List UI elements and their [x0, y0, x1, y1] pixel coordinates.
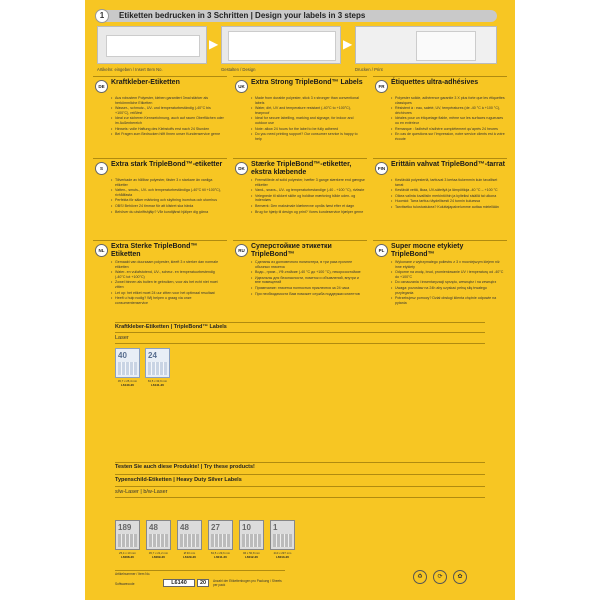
step-3-screenshot — [355, 26, 497, 64]
lang-title: Kraftkleber-Etiketten — [111, 79, 180, 86]
bullet: • Tarvitsetko tulostustukea? Kuluttajapalvelumme auttaa mielellään — [391, 205, 505, 210]
product-code: L6140-20 — [121, 383, 134, 387]
flag-icon: FR — [375, 80, 388, 93]
step-2-screenshot — [221, 26, 341, 64]
bullet: • Water- en vuilafstotend, UV-, scheur- en temperatuurbestendig (-40°C tot +100°C) — [111, 270, 225, 279]
label-dimension: 63,5 x 33,9 mm — [147, 379, 168, 383]
bullet: • Kestävät vettä, likaa, UV-säteilyä ja lämpötiloja -40 °C – +100 °C — [391, 188, 505, 193]
lang-title: Extra stark TripleBond™-etiketter — [111, 161, 223, 168]
steps-header-bar — [97, 10, 497, 22]
bullet: • Odporne na wodę, brud, promieniowanie UV i temperaturę od -40°C do +100°C — [391, 270, 505, 279]
lang-title: Étiquettes ultra-adhésives — [391, 79, 479, 86]
software-code-label: Softwarecode — [115, 582, 135, 586]
step-3-caption: Drucken / Print — [355, 67, 383, 72]
steps-title: Etiketten bedrucken in 3 Schritten | Design your labels in 3 steps — [119, 11, 366, 20]
step-1-screenshot — [97, 26, 207, 64]
bullet: • Fremstillede af solid polyester, hæfter 3 gange stærkere end gængse etiketter — [251, 178, 365, 187]
item-number-label: Artikelnummer / Item No. — [115, 572, 151, 576]
bullet: • Remarque : l'adhésif n'adhère complètement qu'après 24 heures — [391, 127, 505, 132]
product-code: L6013-20 — [276, 555, 289, 559]
labels-per-sheet: 48 — [149, 523, 158, 532]
divider — [115, 462, 485, 463]
divider — [115, 332, 485, 333]
bullet: • Note: allow 24 hours for the label to be fully adhered — [251, 127, 365, 132]
product-tile — [270, 520, 295, 559]
bullet: • Bei Fragen zum Bedrucken hilft Ihnen unser Kundenservice gerne — [111, 132, 225, 137]
item-number-value: L6140 — [163, 579, 195, 587]
lang-title: Extra Strong TripleBond™ Labels — [251, 79, 363, 86]
bullet: • Huomioi: Tarra tarttuu täydellisesti 24 tunnin kuluessa — [391, 199, 505, 204]
sheets-per-pack-value: 20 — [197, 579, 209, 587]
bullet: • Примечание: этикетка полностью приклеится за 24 часа — [251, 286, 365, 291]
bullet: • Water, dirt, UV and temperature resistant (-40°C to +100°C), tearproof — [251, 106, 365, 115]
labels-per-sheet: 10 — [242, 523, 251, 532]
bullet: • Brug for hjælp til design og print? Vores kundeservice hjælper gerne — [251, 210, 365, 215]
flag-icon: S — [95, 162, 108, 175]
product-tile — [115, 520, 140, 559]
bullet: • Сделаны из долговечного полиэстера, в три раза прочнее обычных этикеток — [251, 260, 365, 269]
lang-block-ru — [233, 240, 367, 320]
product-tile — [115, 348, 140, 387]
divider — [115, 343, 485, 344]
bullet: • Vand-, snavs-, UV- og temperaturbestandige (-40 - +100 °C), rivfaste — [251, 188, 365, 193]
arrow-right-icon: ▶ — [209, 37, 219, 51]
product-tile — [208, 520, 233, 559]
lang-title: Erittäin vahvat TripleBond™-tarrat — [391, 161, 505, 168]
bullet: • Uwaga: pozostaw na 24h aby uzyskać pełną siłę trwałego przylegania — [391, 286, 505, 295]
flag-icon: NL — [95, 244, 108, 257]
product-tile — [239, 520, 264, 559]
lang-block-nl — [93, 240, 227, 320]
sheets-per-pack-label: Anzahl der Etikettenbogen pro Packung / Sheets per pack — [213, 579, 282, 587]
divider — [115, 474, 485, 475]
label-dimension: 210 x 297 mm — [273, 551, 292, 555]
bullet: • Gemaakt van duurzaam polyester, kleeft 3 x sterker dan normale etiketten — [111, 260, 225, 269]
bullet: • Bemærk: Den maksimale klæbeevne opnås først efter et døgn — [251, 204, 365, 209]
product-tile — [177, 520, 202, 559]
bullet: • Ideal for secure labelling, marking and signage, for indoor and outdoor use — [251, 116, 365, 125]
product-tile — [146, 520, 171, 559]
label-pack-back-page — [85, 0, 515, 600]
arrow-right-icon: ▶ — [343, 37, 353, 51]
flag-icon: UK — [235, 80, 248, 93]
product-tile — [145, 348, 170, 387]
bullet: • Oikea valinta luvallisiin merkintöihin ja kylteiksi sisällä tai ulkona — [391, 194, 505, 199]
lang-block-pl — [373, 240, 507, 320]
labels-per-sheet: 27 — [211, 523, 220, 532]
flag-icon: DK — [235, 162, 248, 175]
bullet: • Hinweis: volle Haftung des Klebstoffs erst nach 24 Stunden — [111, 127, 225, 132]
lang-block-fin — [373, 158, 507, 238]
bullet: • Ideal zur sicheren Kennzeichnung, auch auf rauen Oberflächen oder im Außenbereich — [111, 116, 225, 125]
step-number-header: 1 — [95, 9, 109, 23]
lang-title: Stærke TripleBond™-etiketter, ekstra klæbende — [251, 161, 352, 176]
label-dimension: 96 x 50,8 mm — [243, 551, 260, 555]
label-dimension: 45,7 x 25,4 mm — [117, 379, 138, 383]
bullet: • Wasser-, schmutz-, UV- und temperaturbeständig (-40°C bis +100°C), reißfest — [111, 106, 225, 115]
try-products-banner: Testen Sie auch diese Produkte! | Try these products! — [115, 464, 255, 470]
product-code: L6008-20 — [121, 555, 134, 559]
divider — [115, 570, 285, 571]
product-code: L6141-20 — [151, 383, 164, 387]
section-subtitle: s/w-Laser | b/w-Laser — [115, 489, 168, 495]
lang-title: Extra Sterke TripleBond™ Etiketten — [111, 243, 198, 258]
product-code: L6009-20 — [152, 555, 165, 559]
bullet: • OBS! Behöver 24 timmar för att klistret ska härda — [111, 204, 225, 209]
product-code: L6012-20 — [245, 555, 258, 559]
step-2-caption: Gestalten / Design — [221, 67, 256, 72]
label-dimension: Ø 30 mm — [183, 551, 196, 555]
lang-block-uk — [233, 76, 367, 156]
bullet: • Do oznaczania i inwentaryzacji sprzętu, wewnątrz i na zewnątrz — [391, 280, 505, 285]
divider — [115, 486, 485, 487]
lang-title: Super mocne etykiety TripleBond™ — [391, 243, 464, 258]
product-code: L6011-20 — [214, 555, 227, 559]
bullet: • Heeft u hulp nodig? Wij helpen u graag via onze consumentenservice — [111, 296, 225, 305]
labels-per-sheet: 1 — [273, 523, 278, 532]
labels-per-sheet: 48 — [180, 523, 189, 532]
bullet: • Do you need printing support? Our consumer service is happy to help — [251, 132, 365, 141]
flag-icon: RU — [235, 244, 248, 257]
bullet: • Résistent à : eau, saleté, UV, températures (de -40 °C à +100 °C), déchirures — [391, 106, 505, 115]
bullet: • Zowel binnen als buiten te gebruiken, voor als het echt niet moet zitten — [111, 280, 225, 289]
section-subtitle: Laser — [115, 335, 129, 341]
lang-block-fr — [373, 76, 507, 156]
flag-icon: PL — [375, 244, 388, 257]
section-title: Typenschild-Etiketten | Heavy Duty Silver Labels — [115, 477, 242, 483]
bullet: • Velegnede til sikkert skilte og holdbar mærkning både uden- og indendørs — [251, 194, 365, 203]
bullet: • Behöver du utskriftshjälp? Vår kundtjänst hjälper dig gärna — [111, 210, 225, 215]
bullet: • Idéales pour un étiquetage fiable, même sur les surfaces rugueuses ou en extérieur — [391, 116, 505, 125]
recycle-icon: ♻ — [413, 570, 427, 584]
section-title: Kraftkleber-Etiketten | TripleBond™ Labels — [115, 324, 227, 330]
product-code: L6129-20 — [183, 555, 196, 559]
divider — [115, 322, 485, 323]
label-dimension: 63,5 x 29,6 mm — [210, 551, 231, 555]
lang-block-de — [93, 76, 227, 156]
bullet: • Tillverkade av hållbar polyester, fäster 3 x starkare än vanliga etiketter — [111, 178, 225, 187]
flag-icon: FIN — [375, 162, 388, 175]
step-1-caption: Artikelnr. eingeben / Insert Item No. — [97, 67, 163, 72]
bullet: • En cas de questions sur l'impression, notre service clients est à votre écoute — [391, 132, 505, 141]
labels-per-sheet: 24 — [148, 351, 157, 360]
paper-recycle-icon: ⟳ — [433, 570, 447, 584]
bullet: • При необходимости Вам поможет служба поддержки клиентов — [251, 292, 365, 297]
flag-icon: DE — [95, 80, 108, 93]
bullet: • Vatten-, smuts-, UV- och temperaturbeständiga (-40°C till +100°C), rivhållfasta — [111, 188, 225, 197]
lang-block-s — [93, 158, 227, 238]
bullet: • Водо-, грязе-, УФ-стойкие (-40 °C до +100 °C), некорозостойкие — [251, 270, 365, 275]
divider — [115, 497, 485, 498]
label-dimension: 25,4 x 10 mm — [119, 551, 136, 555]
eco-label-icon: ✿ — [453, 570, 467, 584]
bullet: • Aus robustem Polyester, kleben garantiert 3mal stärker als herkömmliche Etiketten — [111, 96, 225, 105]
label-dimension: 45,7 x 21,2 mm — [148, 551, 169, 555]
bullet: • Let op: het etiket moet 24 uur zitten voor het optimaal resultaat — [111, 291, 225, 296]
labels-per-sheet: 40 — [118, 351, 127, 360]
bullet: • Kestävää polyesteriä, tarttuvat 3 kertaa tiukemmin kuin tavalliset tarrat — [391, 178, 505, 187]
bullet: • Идеальны для безопасности, пометок и объявлений, внутри и вне помещений — [251, 276, 365, 285]
bullet: • Potrzebujesz pomocy? Dział obsługi klienta chętnie odpowie na pytania — [391, 296, 505, 305]
bullet: • Polyester solide, adhérence garantie 3 X plus forte que les étiquettes classiques — [391, 96, 505, 105]
lang-block-dk — [233, 158, 367, 238]
lang-title: Суперстойкие этикетки TripleBond™ — [251, 243, 332, 258]
bullet: • Wykonane z wytrzymałego poliestru z 3 x mocniejszym klejem niż inne etykiety — [391, 260, 505, 269]
labels-per-sheet: 189 — [118, 523, 132, 532]
bullet: • Made from durable polyester, stick 3 x stronger than conventional labels — [251, 96, 365, 105]
bullet: • Perfekta för säker märkning och skyltning inomhus och utomhus — [111, 198, 225, 203]
